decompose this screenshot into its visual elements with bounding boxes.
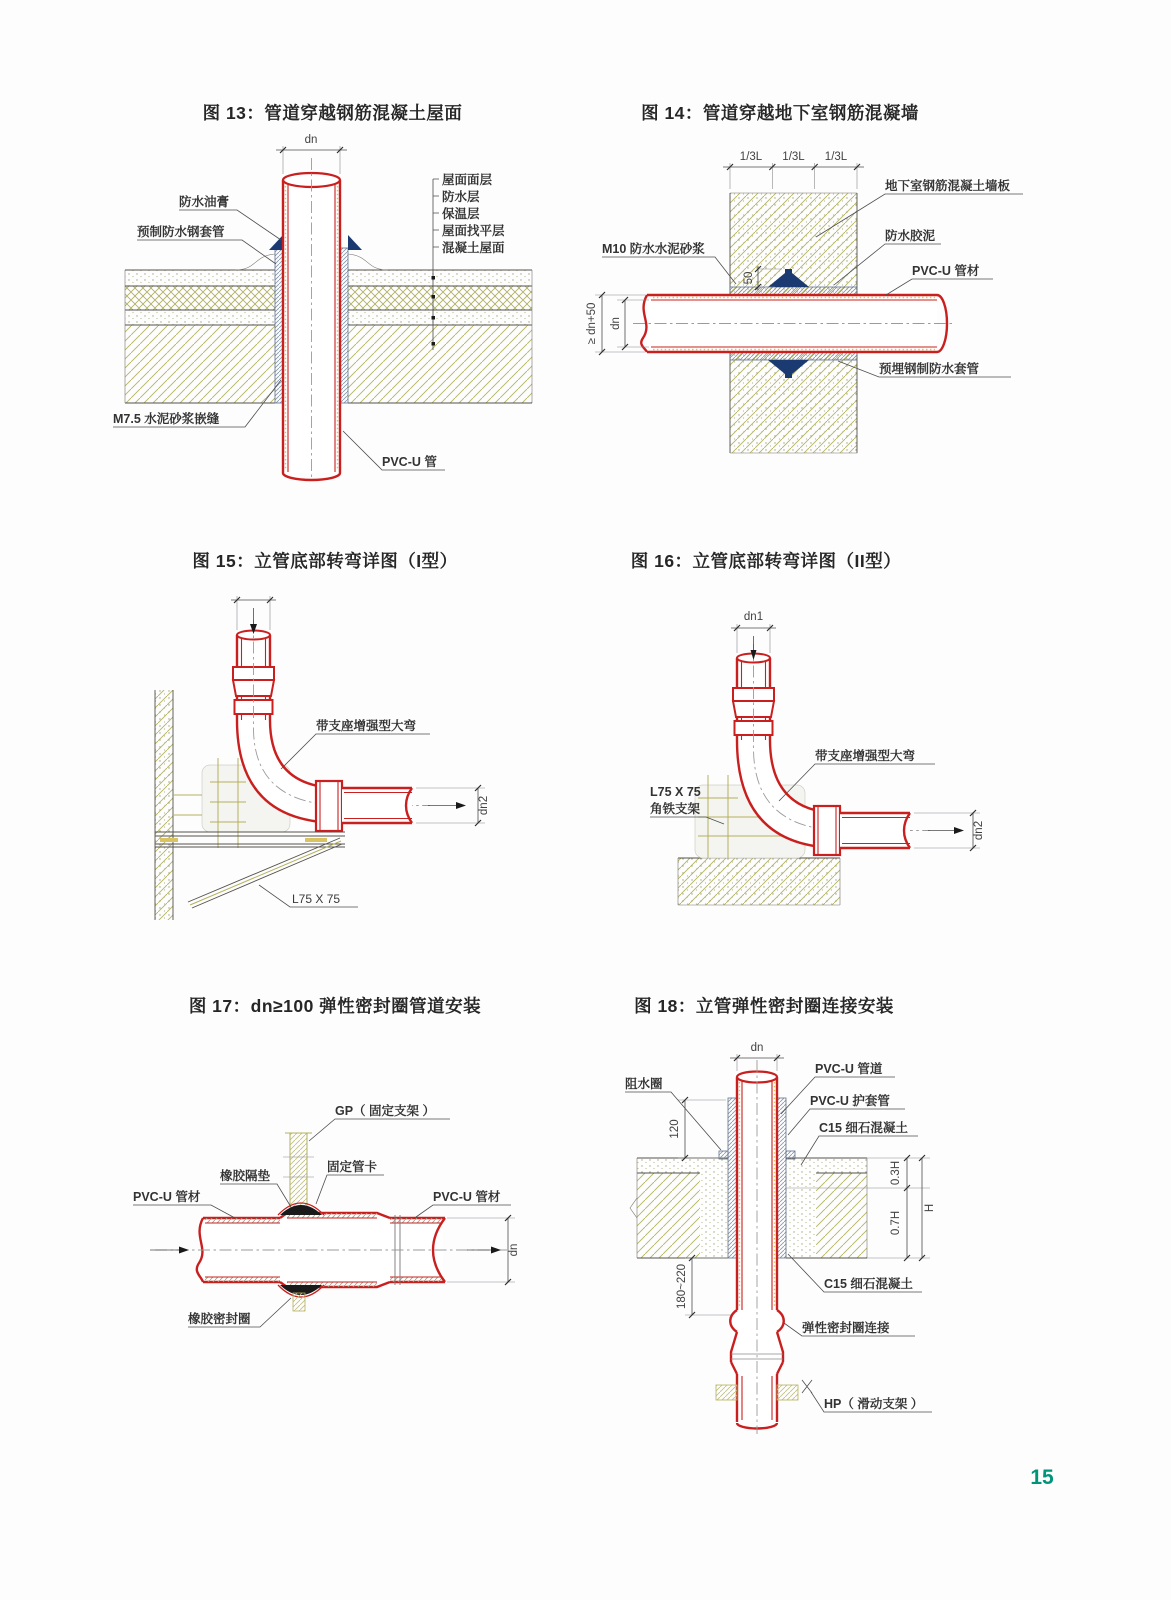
label-pvc-pipe: PVC-U 管	[382, 455, 437, 469]
label-c15-bottom: C15 细石混凝土	[824, 1277, 913, 1291]
dimension-thirds	[723, 151, 864, 189]
flow-arrow-right	[928, 827, 964, 834]
label-roof-layer-1: 屋面面层	[442, 173, 493, 187]
dim-h: H	[924, 1203, 936, 1213]
figure-13-diagram	[95, 128, 570, 483]
figure-15-diagram	[140, 570, 580, 925]
dim-l1: 1/3L	[739, 151, 763, 163]
label-elastic-seal-joint: 弹性密封圈连接	[802, 1321, 890, 1335]
label-pvc-sleeve: PVC-U 护套管	[810, 1094, 890, 1108]
dim-dn-label: dn	[304, 134, 318, 146]
pvc-pipe	[633, 295, 953, 352]
label-m10-mortar: M10 防水水泥砂浆	[602, 242, 705, 256]
dim-dn: dn	[508, 1243, 520, 1257]
dimension-dn1	[731, 611, 776, 660]
dim-ge-dn50: ≥ dn+50	[586, 302, 598, 345]
figure-16-title: 图 16：立管底部转弯详图（II型）	[630, 551, 902, 571]
figure-15-title: 图 15：立管底部转弯详图（I型）	[192, 551, 458, 571]
label-pipe-clamp: 固定管卡	[327, 1160, 378, 1174]
dim-l3: 1/3L	[824, 151, 848, 163]
dim-03h: 0.3H	[890, 1160, 902, 1186]
figure-14-diagram	[575, 133, 1095, 478]
label-roof-layer-4: 屋面找平层	[442, 224, 505, 238]
gp-strut	[283, 1133, 314, 1210]
label-wall-panel: 地下室钢筋混凝土墙板	[885, 179, 1011, 193]
label-angle-size: L75 X 75	[292, 892, 341, 906]
label-gp-support: GP（ 固定支架 ）	[335, 1104, 436, 1118]
label-roof-layer-5: 混凝土屋面	[442, 241, 505, 255]
dim-50: 50	[743, 271, 755, 285]
label-precast-sleeve: 预制防水钢套管	[137, 225, 225, 239]
pvc-pipe	[283, 158, 340, 480]
dim-dn2: dn2	[973, 820, 985, 841]
dim-dn: dn	[750, 1042, 764, 1054]
concrete-base	[678, 858, 840, 905]
dim-dn1: dn1	[743, 611, 764, 623]
wall	[155, 690, 173, 920]
label-reinforced-bend: 带支座增强型大弯	[316, 719, 417, 733]
label-pvc-pipe: PVC-U 管道	[815, 1062, 883, 1076]
figure-18-title: 图 18：立管弹性密封圈连接安装	[634, 996, 894, 1016]
dim-dn2: dn2	[478, 795, 490, 816]
figure-13-title: 图 13：管道穿越钢筋混凝土屋面	[202, 103, 463, 123]
dimension-120	[669, 1097, 726, 1161]
label-waterproof-clay: 防水胶泥	[885, 229, 936, 243]
label-reinforced-bend: 带支座增强型大弯	[815, 749, 916, 763]
label-rubber-pad: 橡胶隔垫	[220, 1169, 271, 1183]
dim-dn: dn	[610, 317, 622, 330]
figure-16-diagram	[600, 570, 1050, 925]
figure-17-diagram	[95, 1005, 575, 1350]
page-number: 15	[1030, 1466, 1054, 1489]
dim-07h: 0.7H	[890, 1210, 902, 1236]
label-angle-size: L75 X 75	[650, 785, 701, 799]
label-embedded-sleeve: 预埋钢制防水套管	[879, 362, 980, 376]
horizontal-pipe	[840, 813, 910, 848]
label-angle-bracket: 角铁支架	[650, 802, 701, 816]
horizontal-pipe	[342, 788, 412, 823]
figure-18-diagram	[600, 1002, 1050, 1437]
pipes	[155, 1213, 507, 1287]
dim-180-220: 180~220	[676, 1263, 688, 1310]
label-waterproof-paste: 防水油膏	[179, 195, 230, 209]
label-roof-layer-3: 保温层	[442, 207, 480, 221]
label-pvc-pipe-right: PVC-U 管材	[433, 1190, 501, 1204]
label-hp-support: HP（ 滑动支架 ）	[824, 1397, 924, 1411]
label-pvc-pipe-left: PVC-U 管材	[133, 1190, 201, 1204]
dim-120: 120	[669, 1119, 681, 1139]
dimension-180-220	[676, 1255, 731, 1318]
label-c15-top: C15 细石混凝土	[819, 1121, 908, 1135]
label-pvc-pipe: PVC-U 管材	[912, 264, 980, 278]
figure-14-title: 图 14：管道穿越地下室钢筋混凝墙	[641, 103, 919, 123]
label-rubber-seal-ring: 橡胶密封圈	[188, 1312, 251, 1326]
label-roof-layer-2: 防水层	[442, 190, 480, 204]
label-water-stop-ring: 阻水圈	[625, 1077, 663, 1091]
label-mortar-caulk: M7.5 水泥砂浆嵌缝	[113, 412, 220, 426]
dim-l2: 1/3L	[782, 151, 805, 163]
figure-17-title: 图 17：dn≥100 弹性密封圈管道安装	[188, 996, 482, 1016]
